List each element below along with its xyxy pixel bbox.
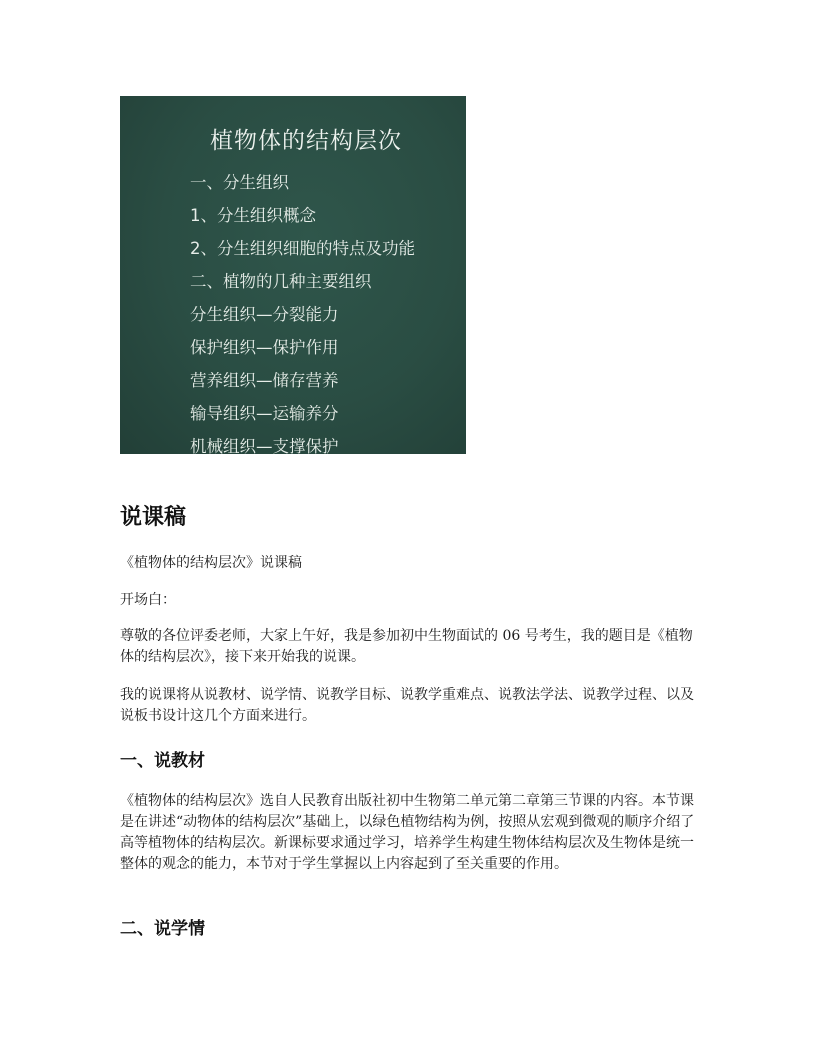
blackboard-line: 机械组织—支撑保护 bbox=[190, 437, 339, 454]
blackboard-line: 营养组织—储存营养 bbox=[190, 371, 339, 390]
blackboard-lines bbox=[190, 166, 415, 454]
blackboard-line: 输导组织—运输养分 bbox=[190, 404, 339, 423]
blackboard-line: 1、分生组织概念 bbox=[190, 206, 316, 225]
blackboard-line: 分生组织—分裂能力 bbox=[190, 305, 339, 324]
blackboard-title: 植物体的结构层次 bbox=[210, 128, 402, 154]
section-heading-students: 二、说学情 bbox=[120, 919, 205, 939]
blackboard-line: 保护组织—保护作用 bbox=[190, 338, 339, 357]
blackboard-image bbox=[120, 96, 466, 454]
greeting-paragraph: 尊敬的各位评委老师，大家上午好，我是参加初中生物面试的 06 号考生，我的题目是《植物体的结构层次》，接下来开始我的说课。 bbox=[120, 628, 693, 665]
textbook-paragraph: 《植物体的结构层次》选自人民教育出版社初中生物第二单元第二章第三节课的内容。本节课是在讲述“动物体的结构层次”基础上，以绿色植物结构为例，按照从宏观到微观的顺序介绍了高等植物体的结构层次。新课标要求通过学习，培养学生构建生物体结构层次及生物体是统一整体的观念的能力，本节对于学生掌握以上内容起到了至关重要的作用。 bbox=[120, 793, 695, 872]
page-heading: 说课稿 bbox=[120, 505, 187, 530]
blackboard-line: 二、植物的几种主要组织 bbox=[190, 272, 372, 291]
outline-paragraph: 我的说课将从说教材、说学情、说教学目标、说教学重难点、说教法学法、说教学过程、以及说板书设计这几个方面来进行。 bbox=[120, 687, 694, 724]
blackboard-line: 一、分生组织 bbox=[190, 173, 289, 192]
opening-label: 开场白： bbox=[120, 592, 176, 608]
blackboard-line: 2、分生组织细胞的特点及功能 bbox=[190, 239, 415, 258]
section-heading-textbook: 一、说教材 bbox=[120, 751, 205, 771]
lesson-subtitle: 《植物体的结构层次》说课稿 bbox=[120, 555, 302, 571]
